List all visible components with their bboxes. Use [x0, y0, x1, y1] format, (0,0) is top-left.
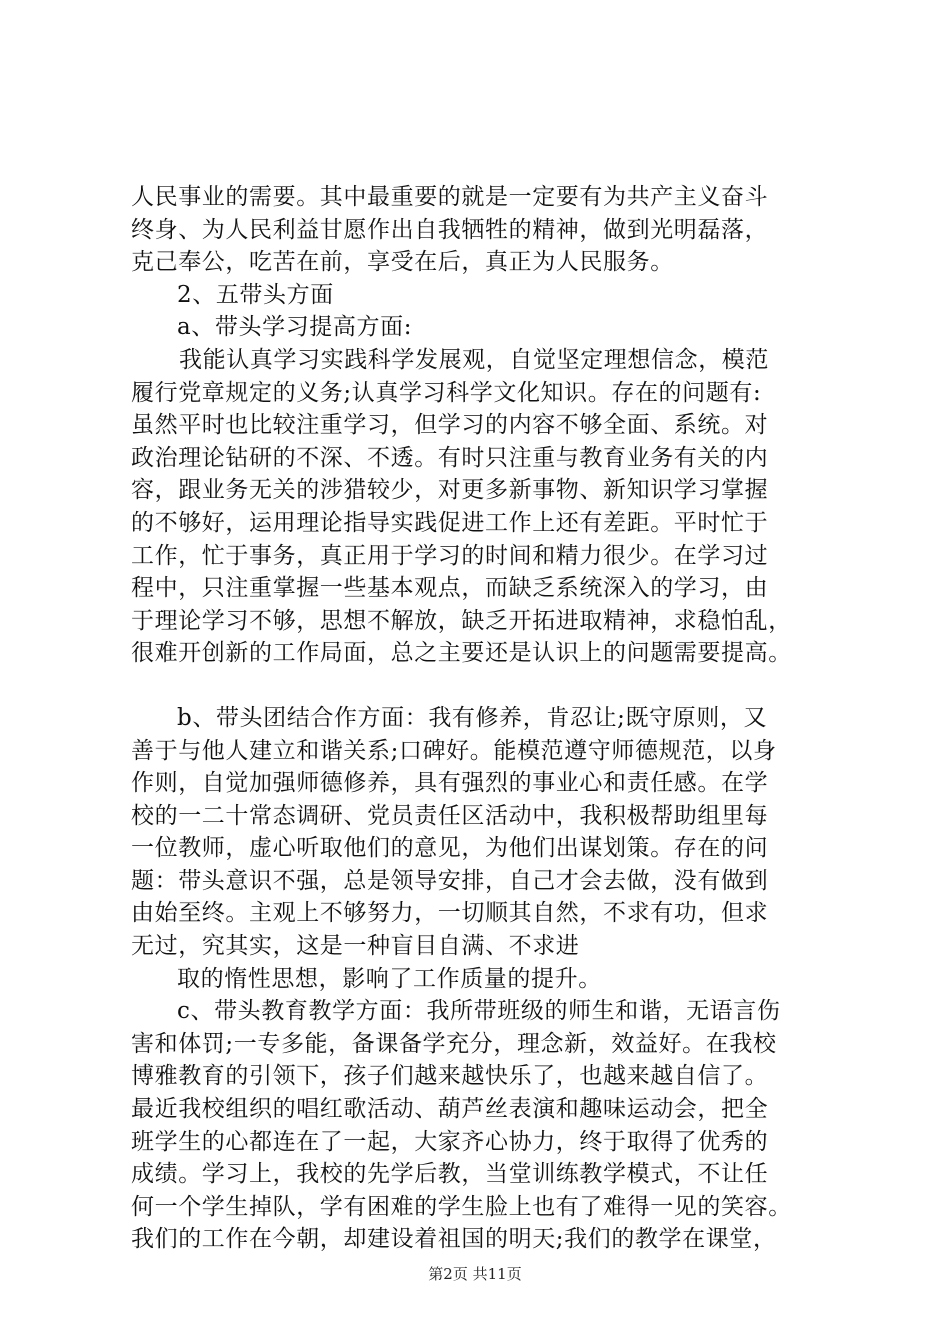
text-line: 政治理论钻研的不深、不透。有时只注重与教育业务有关的内: [131, 444, 769, 471]
text-line: 成绩。学习上，我校的先学后教，当堂训练教学模式，不让任: [131, 1161, 769, 1188]
text-line: 题：带头意识不强，总是领导安排，自己才会去做，没有做到: [131, 867, 769, 894]
page-number: 第2页 共11页: [428, 1265, 522, 1283]
text-line: 最近我校组织的唱红歌活动、葫芦丝表演和趣味运动会，把全: [131, 1096, 769, 1123]
text-line: 我能认真学习实践科学发展观，自觉坚定理想信念，模范: [179, 346, 769, 373]
text-line: b、带头团结合作方面：我有修养，肯忍让;既守原则，又: [177, 704, 768, 731]
text-line: 我们的工作在今朝，却建设着祖国的明天;我们的教学在课堂，: [131, 1226, 777, 1253]
text-line: 于理论学习不够，思想不解放，缺乏开拓进取精神，求稳怕乱，: [131, 607, 792, 634]
text-line: 由始至终。主观上不够努力，一切顺其自然，不求有功，但求: [131, 900, 769, 927]
text-line: c、带头教育教学方面：我所带班级的师生和谐，无语言伤: [177, 998, 781, 1025]
text-line: 班学生的心都连在了一起，大家齐心协力，终于取得了优秀的: [131, 1128, 769, 1155]
text-line: 善于与他人建立和谐关系;口碑好。能模范遵守师德规范，以身: [131, 737, 777, 764]
text-line: 无过，究其实，这是一种盲目自满、不求进: [131, 933, 580, 960]
page-footer: [0, 1263, 950, 1284]
text-line: 很难开创新的工作局面，总之主要还是认识上的问题需要提高。: [131, 640, 792, 667]
text-line: 一位教师，虚心听取他们的意见，为他们出谋划策。存在的问: [131, 835, 769, 862]
text-line: 博雅教育的引领下，孩子们越来越快乐了，也越来越自信了。: [131, 1063, 769, 1090]
text-line: 害和体罚;一专多能，备课备学充分，理念新，效益好。在我校: [131, 1030, 777, 1057]
text-line: 程中，只注重掌握一些基本观点，而缺乏系统深入的学习，由: [131, 575, 769, 602]
paragraph-gap: [131, 670, 851, 702]
subheading-study: a、带头学习提高方面:: [177, 314, 413, 341]
text-line: 终身、为人民利益甘愿作出自我牺牲的精神，做到光明磊落，: [131, 216, 769, 243]
text-line: 履行党章规定的义务;认真学习科学文化知识。存在的问题有:: [131, 379, 762, 406]
text-line: 作则，自觉加强师德修养，具有强烈的事业心和责任感。在学: [131, 770, 769, 797]
text-line: 克己奉公，吃苦在前，享受在后，真正为人民服务。: [131, 249, 674, 276]
text-line: 何一个学生掉队，学有困难的学生脸上也有了难得一见的笑容。: [131, 1193, 792, 1220]
document-body: [131, 181, 851, 1256]
text-line: 人民事业的需要。其中最重要的就是一定要有为共产主义奋斗: [131, 184, 769, 210]
text-line: 校的一二十常态调研、党员责任区活动中，我积极帮助组里每: [131, 802, 769, 829]
text-line: 取的惰性思想，影响了工作质量的提升。: [177, 965, 602, 992]
text-line: 虽然平时也比较注重学习，但学习的内容不够全面、系统。对: [131, 412, 769, 439]
text-line: 工作，忙于事务，真正用于学习的时间和精力很少。在学习过: [131, 542, 769, 569]
text-line: 容，跟业务无关的涉猎较少，对更多新事物、新知识学习掌握: [131, 477, 769, 504]
text-line: 的不够好，运用理论指导实践促进工作上还有差距。平时忙于: [131, 509, 769, 536]
section-heading-five-leads: 2、五带头方面: [177, 281, 334, 308]
